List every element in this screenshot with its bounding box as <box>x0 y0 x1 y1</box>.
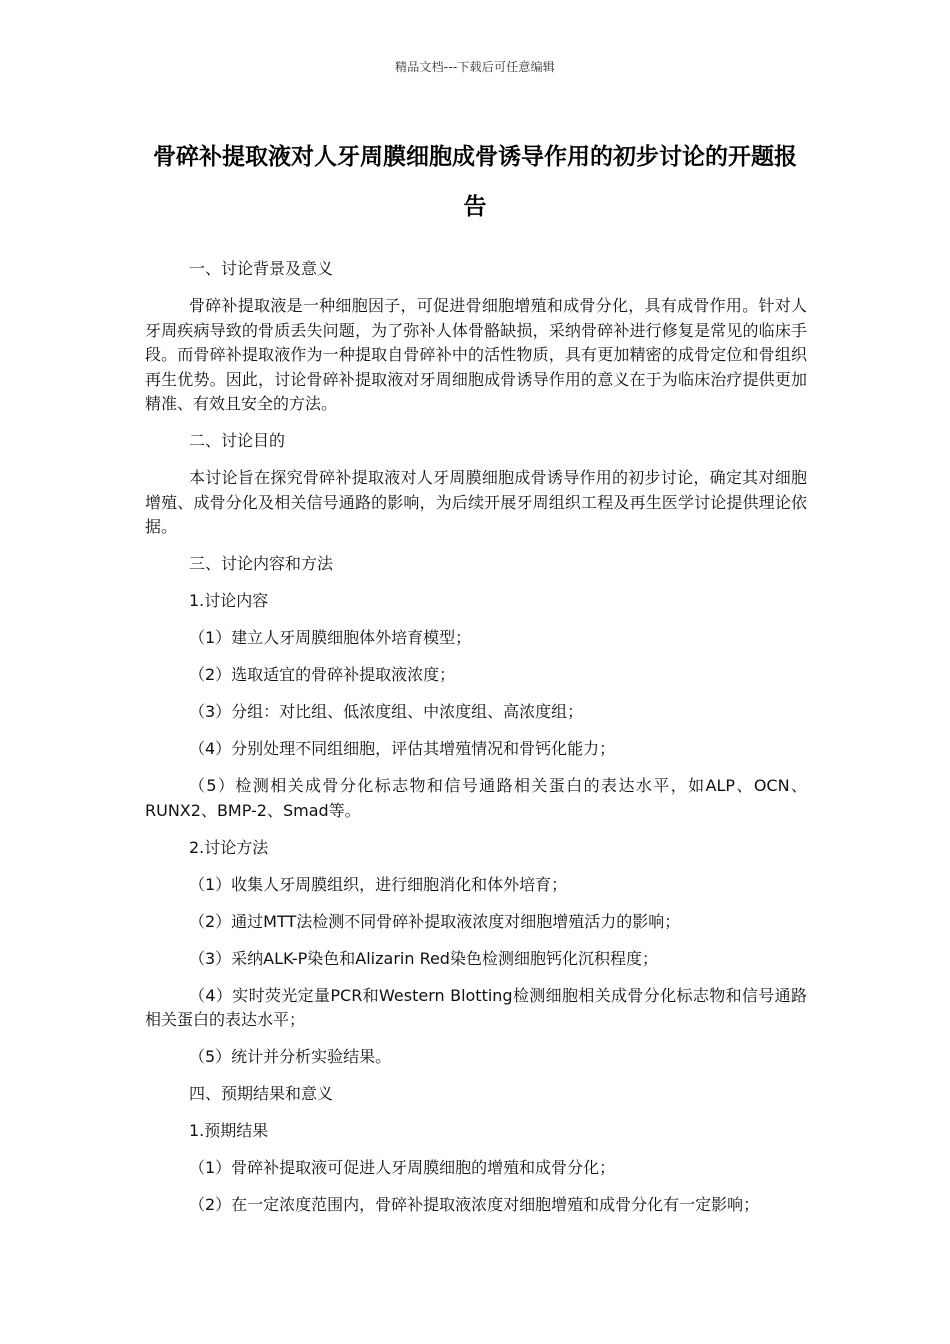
section-heading-background: 一、讨论背景及意义 <box>189 259 334 278</box>
section-heading-expected: 四、预期结果和意义 <box>189 1084 334 1103</box>
list-item-content-4: （4）分别处理不同组细胞，评估其增殖情况和骨钙化能力； <box>189 739 616 758</box>
header-note: 精品文档---下载后可任意编辑 <box>395 60 555 74</box>
list-item-content-3: （3）分组：对比组、低浓度组、中浓度组、高浓度组； <box>189 702 584 721</box>
list-item-method-5: （5）统计并分析实验结果。 <box>189 1047 392 1066</box>
section-heading-content-methods: 三、讨论内容和方法 <box>189 554 334 573</box>
paragraph-purpose: 本讨论旨在探究骨碎补提取液对人牙周膜细胞成骨诱导作用的初步讨论，确定其对细胞增殖、成骨分化及相关信号通路的影响，为后续开展牙周组织工程及再生医学讨论提供理论依据。 <box>145 468 807 536</box>
list-item-result-1: （1）骨碎补提取液可促进人牙周膜细胞的增殖和成骨分化； <box>189 1158 616 1177</box>
section-heading-purpose: 二、讨论目的 <box>189 431 286 450</box>
list-item-content-2: （2）选取适宜的骨碎补提取液浓度； <box>189 665 456 684</box>
document-title: 骨碎补提取液对人牙周膜细胞成骨诱导作用的初步讨论的开题报告 <box>153 144 797 220</box>
list-item-method-2: （2）通过MTT法检测不同骨碎补提取液浓度对细胞增殖活力的影响； <box>189 911 681 931</box>
subheading-methods: 2.讨论方法 <box>189 837 269 857</box>
list-item-content-5: （5）检测相关成骨分化标志物和信号通路相关蛋白的表达水平，如ALP、OCN、RUNX2、BMP-2、Smad等。 <box>145 776 807 820</box>
document-body <box>145 257 807 1230</box>
subheading-content: 1.讨论内容 <box>189 591 269 610</box>
list-item-result-2: （2）在一定浓度范围内，骨碎补提取液浓度对细胞增殖和成骨分化有一定影响； <box>189 1195 760 1214</box>
list-item-content-1: （1）建立人牙周膜细胞体外培育模型； <box>189 628 472 647</box>
list-item-method-3: （3）采纳ALK-P染色和Alizarin Red染色检测细胞钙化沉积程度； <box>189 948 658 968</box>
paragraph-background: 骨碎补提取液是一种细胞因子，可促进骨细胞增殖和成骨分化，具有成骨作用。针对人牙周疾病导致的骨质丢失问题，为了弥补人体骨骼缺损，采纳骨碎补进行修复是常见的临床手段。而骨碎补提取液作为一种提取自骨碎补中的活性物质，具有更加精密的成骨定位和骨组织再生优势。因此，讨论骨碎补提取液对牙周细胞成骨诱导作用的意义在于为临床治疗提供更加精准、有效且安全的方法。 <box>145 296 807 413</box>
list-item-method-4: （4）实时荧光定量PCR和Western Blotting检测细胞相关成骨分化标志物和信号通路相关蛋白的表达水平； <box>145 985 807 1029</box>
subheading-expected-results: 1.预期结果 <box>189 1121 269 1140</box>
list-item-method-1: （1）收集人牙周膜组织，进行细胞消化和体外培育； <box>189 874 568 894</box>
